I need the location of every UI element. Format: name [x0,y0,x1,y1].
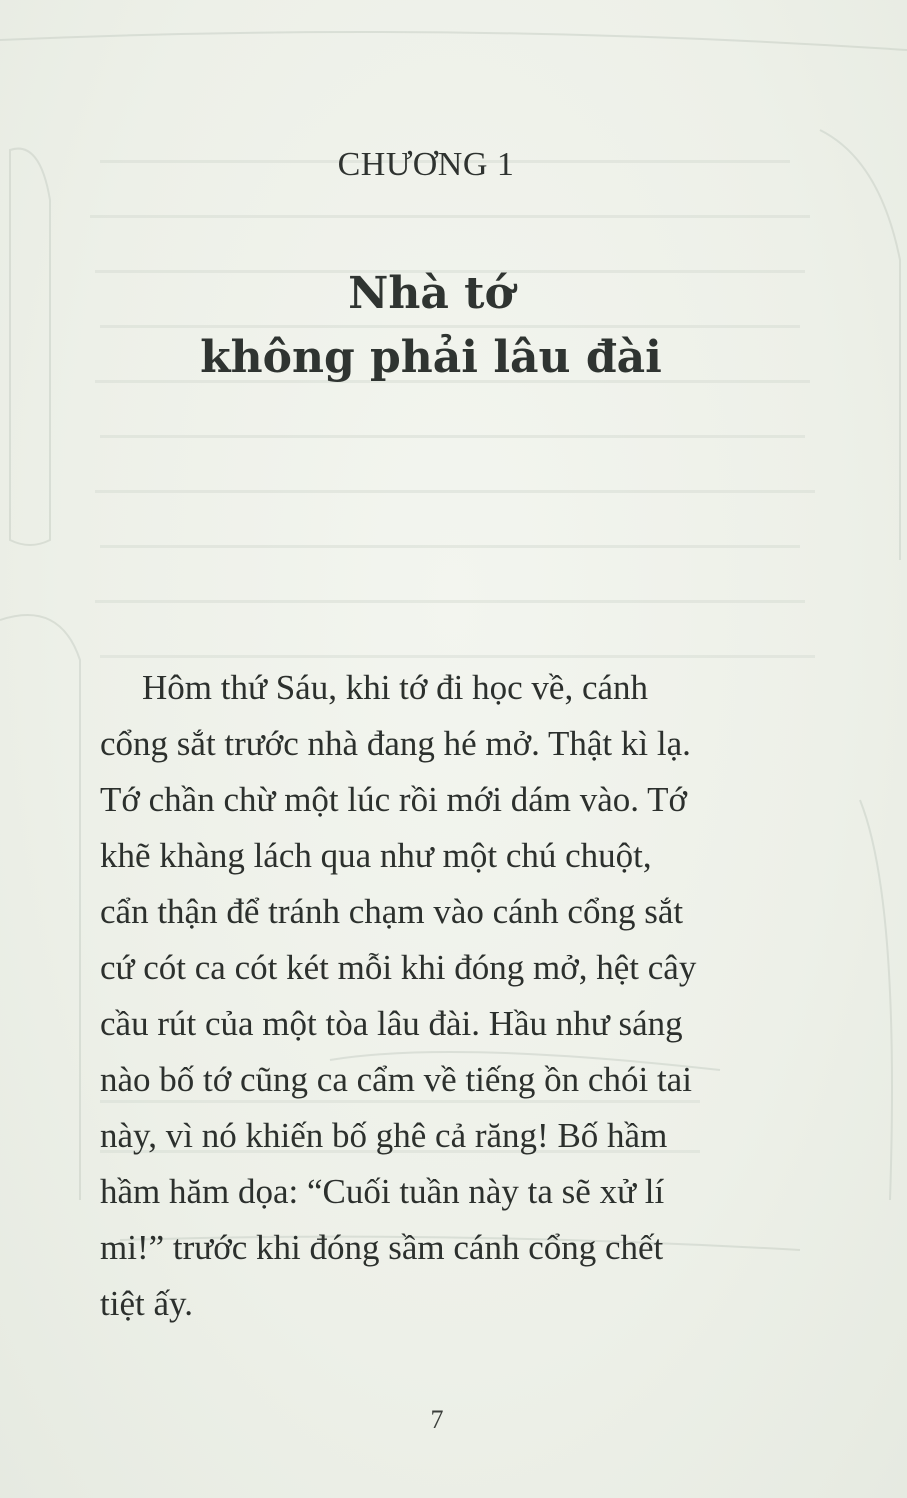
paragraph-line: Tớ chần chừ một lúc rồi mới dám vào. Tớ [100,780,688,819]
paragraph-line: mi!” trước khi đóng sầm cánh cổng chết [100,1228,664,1267]
paragraph-line: tiệt ấy. [100,1284,193,1323]
chapter-title-line-2: không phải lâu đài [200,332,662,383]
paragraph-line: cổng sắt trước nhà đang hé mở. Thật kì lạ. [100,724,691,763]
paragraph-line: cẩn thận để tránh chạm vào cánh cổng sắt [100,892,684,931]
paragraph-line: cầu rút của một tòa lâu đài. Hầu như sáng [100,1004,683,1043]
chapter-title [0,262,862,390]
paragraph-line: khẽ khàng lách qua như một chú chuột, [100,836,652,875]
body-paragraph [100,660,834,1332]
paragraph-line: cứ cót ca cót két mỗi khi đóng mở, hệt cây [100,948,697,987]
paragraph-line: Hôm thứ Sáu, khi tớ đi học về, cánh [142,668,649,707]
page-number: 7 [430,1405,444,1434]
paragraph-line: hầm hăm dọa: “Cuối tuần này ta sẽ xử lí [100,1172,665,1211]
paragraph-line: này, vì nó khiến bố ghê cả răng! Bố hầm [100,1116,668,1155]
chapter-title-line-1: Nhà tớ [348,268,514,319]
chapter-label: CHƯƠNG 1 [337,146,515,183]
paragraph-line: nào bố tớ cũng ca cẩm về tiếng ồn chói tai [100,1060,692,1099]
